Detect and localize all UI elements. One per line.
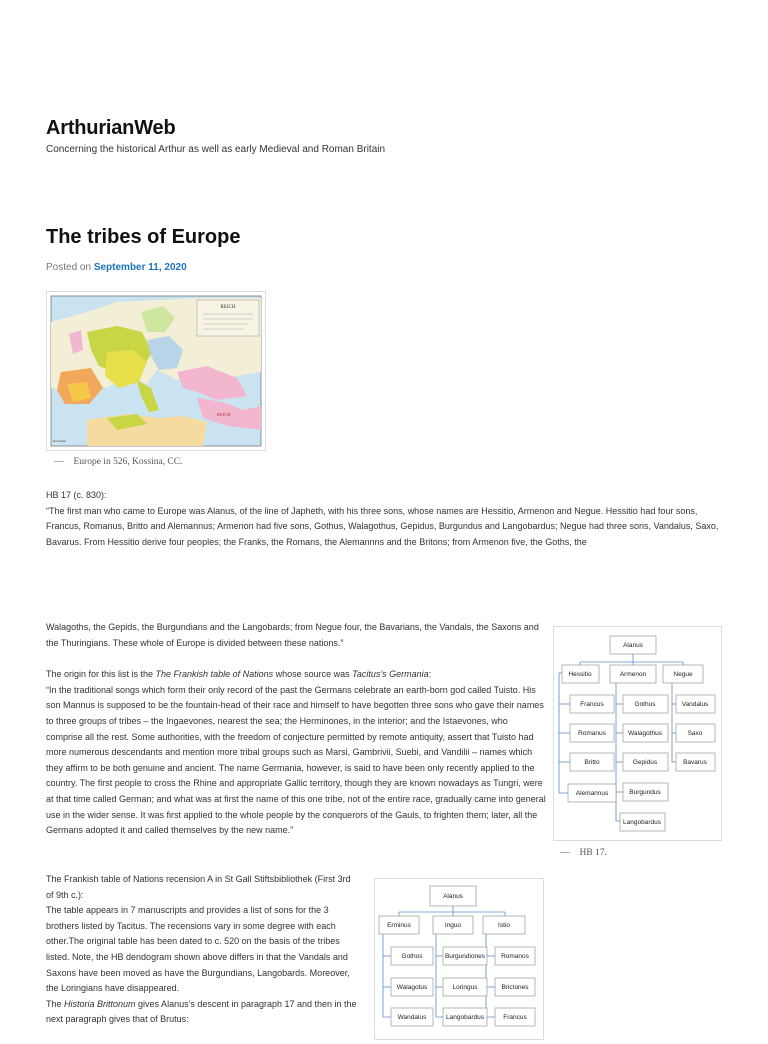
map-reich-label: REICH <box>217 412 231 417</box>
hb-leaf-label: Gothus <box>634 701 656 708</box>
frankish-leaf-label: Brictones <box>501 984 529 991</box>
hb-root-label: Alanus <box>623 642 643 649</box>
hb-tree-figure[interactable] <box>553 626 722 841</box>
hb-leaf-label: Langobardus <box>623 819 661 826</box>
frankish-tree-figure[interactable] <box>374 878 544 1040</box>
frankish-leaf-label: Burgundiones <box>444 953 486 960</box>
post-meta <box>46 262 187 273</box>
hb-quote: “The first man who came to Europe was Alanus, of the line of Japheth, with his three sons, whose names are Hessitio, Armenon and Negue. Hessitio had four sons, Francus, Romanus, Britto and Alemannus; Armenon had five sons, Gothus, Walagothus, Gepidus, Burgundus and Langobardus; Negue had three sons, Vandalus, Saxo, Bavarus. From Hessitio derive four peoples; the Franks, the Romans, the Alemannns and the Britons; from Armenon five, the Goths, the <box>46 505 719 547</box>
hb-leaf-label: Walagothus <box>627 730 663 737</box>
post-title: The tribes of Europe <box>46 226 241 248</box>
tacitus-quote: “In the traditional songs which form their only record of the past the Germans celebrate an earth-born god called Tuisto. His son Mannus is supposed to be the fountain-head of their race and himself to have begotten three sons who gave their names to three groups of tribes – the Ingaevones, nearest the sea; the Herminones, in the interior; and the Istaevones, who comprise all the rest. Some authorities, with the freedom of conjecture permitted by remote antiquity, assert that Tuisto had more numerous descendants and mention more tribal groups such as Marsi, Gambrivii, Suebi, and Vandilii – names which they affirm to be both genuine and ancient. The name Germania, however, is said to have been only recently applied to the country. The first people to cross the Rhine and appropriate Gallic territory, though they are known nowadays as Tungri, were at that time called German; and what was at first the name of this one tribe, not of the entire race, gradually came into general use in the wider sense. It was first applied to the whole people by the conquerors of the Gauls, to frighten them; later, all the Germans adopted it and called themselves by the new name.” <box>46 684 546 836</box>
frankish-leaf-label: Langobardus <box>446 1014 484 1021</box>
frankish-branch-label: Erminus <box>387 922 411 929</box>
frankish-intro: The Frankish table of Nations recension A in St Gall Stiftsbibliothek (First 3rd of 9th c.): <box>46 874 351 900</box>
site-description: Concerning the historical Arthur as well as early Medieval and Roman Britain <box>46 144 386 155</box>
frankish-branch-label: Inguo <box>444 922 462 929</box>
hb-branch-label: Armenon <box>619 671 647 678</box>
frankish-branch-label: Istio <box>498 922 510 929</box>
frankish-root-label: Alanus <box>443 893 463 900</box>
hb-leaf-label: Francus <box>580 701 604 708</box>
hb-leaf-label: Romanus <box>578 730 606 737</box>
hb-leaf-label: Gepidus <box>632 759 658 766</box>
hb-leaf-label: Vandalus <box>681 701 709 708</box>
hb-leaf-label: Bavarus <box>683 759 707 766</box>
hb-leaf-label: Britto <box>584 759 600 766</box>
intro-text <box>46 488 726 550</box>
hb-reference: HB 17 (c. 830): <box>46 490 107 500</box>
map-title-label: REICH <box>220 305 236 310</box>
caption-dash: — <box>560 848 570 858</box>
frankish-text <box>46 872 358 1028</box>
hb-tree-diagram <box>554 627 721 840</box>
frankish-tree-diagram <box>375 879 543 1039</box>
map-image <box>47 292 265 450</box>
frankish-leaf-label: Romanos <box>501 953 529 960</box>
hb-tree-caption: — HB 17. <box>560 848 607 858</box>
caption-dash: — <box>54 457 64 467</box>
continued-text <box>46 620 546 839</box>
origin-paragraph: The origin for this list is the The Frankish table of Nations whose source was Tacitus’s Germania: <box>46 669 432 680</box>
hb-paragraph: The Historia Brittonum gives Alanus’s descent in paragraph 17 and then in the next paragraph gives that of Brutus: <box>46 998 357 1025</box>
frankish-body: The table appears in 7 manuscripts and provides a list of sons for the 3 brothers listed by Tacitus. The recensions vary in some degree with each other.The original table has been dated to c. 520 on the basis of the tribes listed. Note, the HB dendogram shown above differs in that the Vandals and Saxons have been moved as have the Burgundians, Langobards. Moreover, the Loringians have disappeared. <box>46 905 350 994</box>
site-title[interactable]: ArthurianWeb <box>46 117 176 139</box>
post-date-link[interactable]: September 11, 2020 <box>93 262 187 273</box>
hb-quote-continued: Walagoths, the Gepids, the Burgundians and the Langobards; from Negue four, the Bavarians, the Vandals, the Saxons and the Thuringians. These whole of Europe is divided between these nations.” <box>46 622 539 648</box>
posted-on-label: Posted on <box>46 262 92 273</box>
frankish-leaf-label: Wandalus <box>397 1014 427 1021</box>
frankish-leaf-label: Loringus <box>452 984 478 991</box>
frankish-leaf-label: Francus <box>503 1014 527 1021</box>
hb-leaf-label: Alemannus <box>575 790 609 797</box>
frankish-leaf-label: Gothos <box>401 953 423 960</box>
frankish-leaf-label: Walagotus <box>396 984 428 991</box>
hb-branch-label: Negue <box>673 671 693 678</box>
hb-leaf-label: Saxo <box>687 730 703 737</box>
map-credit-label: Kossinna <box>53 439 67 443</box>
map-caption: — Europe in 526, Kossina, CC. <box>54 457 183 467</box>
map-figure[interactable] <box>46 291 266 451</box>
hb-leaf-label: Burgundus <box>629 789 661 796</box>
hb-branch-label: Hessitio <box>568 671 592 678</box>
